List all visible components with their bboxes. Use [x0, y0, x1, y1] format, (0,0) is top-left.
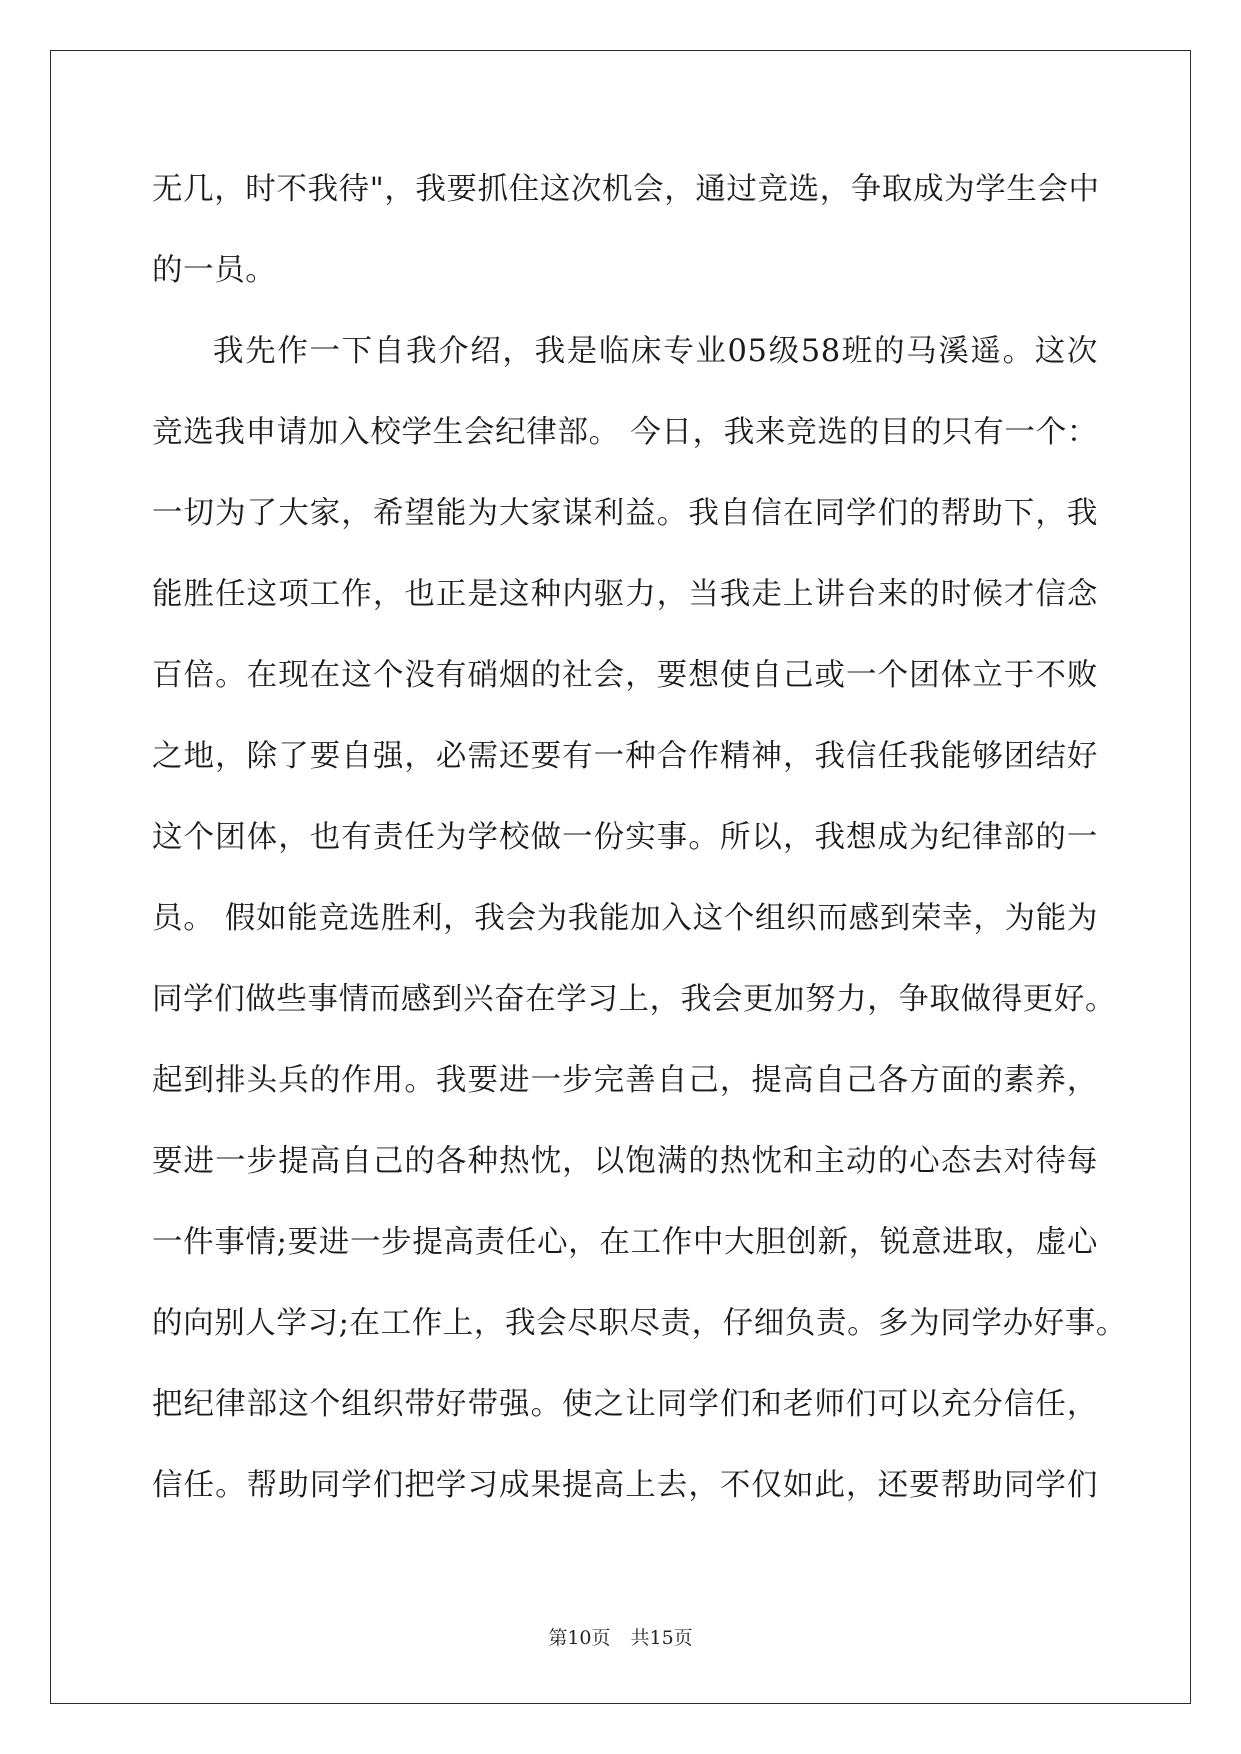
text-line: 能胜任这项工作，也正是这种内驱力，当我走上讲台来的时候才信念	[152, 577, 1098, 612]
page-footer	[0, 1623, 1241, 1650]
text-line: 我先作一下自我介绍，我是临床专业05级58班的马溪遥。这次	[213, 334, 1098, 369]
text-line: 的向别人学习;在工作上，我会尽职尽责，仔细负责。多为同学办好事。	[152, 1306, 1127, 1341]
text-line: 百倍。在现在这个没有硝烟的社会，要想使自己或一个团体立于不败	[152, 658, 1098, 693]
text-line: 的一员。	[152, 253, 277, 288]
text-line: 之地，除了要自强，必需还要有一种合作精神，我信任我能够团结好	[152, 739, 1098, 774]
text-line: 一件事情;要进一步提高责任心，在工作中大胆创新，锐意进取，虚心	[152, 1225, 1098, 1260]
text-line: 无几，时不我待"，我要抓住这次机会，通过竞选，争取成为学生会中	[152, 172, 1100, 207]
text-line: 信任。帮助同学们把学习成果提高上去，不仅如此，还要帮助同学们	[152, 1468, 1098, 1503]
text-line: 同学们做些事情而感到兴奋在学习上，我会更加努力，争取做得更好。	[152, 982, 1117, 1017]
page-total: 共15页	[630, 1627, 693, 1649]
text-line: 一切为了大家，希望能为大家谋利益。我自信在同学们的帮助下，我	[152, 496, 1098, 531]
text-line: 员。 假如能竞选胜利，我会为我能加入这个组织而感到荣幸，为能为	[152, 901, 1098, 936]
text-line: 竞选我申请加入校学生会纪律部。 今日，我来竞选的目的只有一个：	[152, 415, 1098, 450]
page-number: 第10页	[548, 1627, 611, 1649]
text-line: 要进一步提高自己的各种热忱，以饱满的热忱和主动的心态去对待每	[152, 1144, 1098, 1179]
text-line: 这个团体，也有责任为学校做一份实事。所以，我想成为纪律部的一	[152, 820, 1098, 855]
text-line: 把纪律部这个组织带好带强。使之让同学们和老师们可以充分信任，	[152, 1387, 1098, 1422]
text-line: 起到排头兵的作用。我要进一步完善自己，提高自己各方面的素养，	[152, 1063, 1098, 1098]
document-body	[152, 163, 1127, 1540]
